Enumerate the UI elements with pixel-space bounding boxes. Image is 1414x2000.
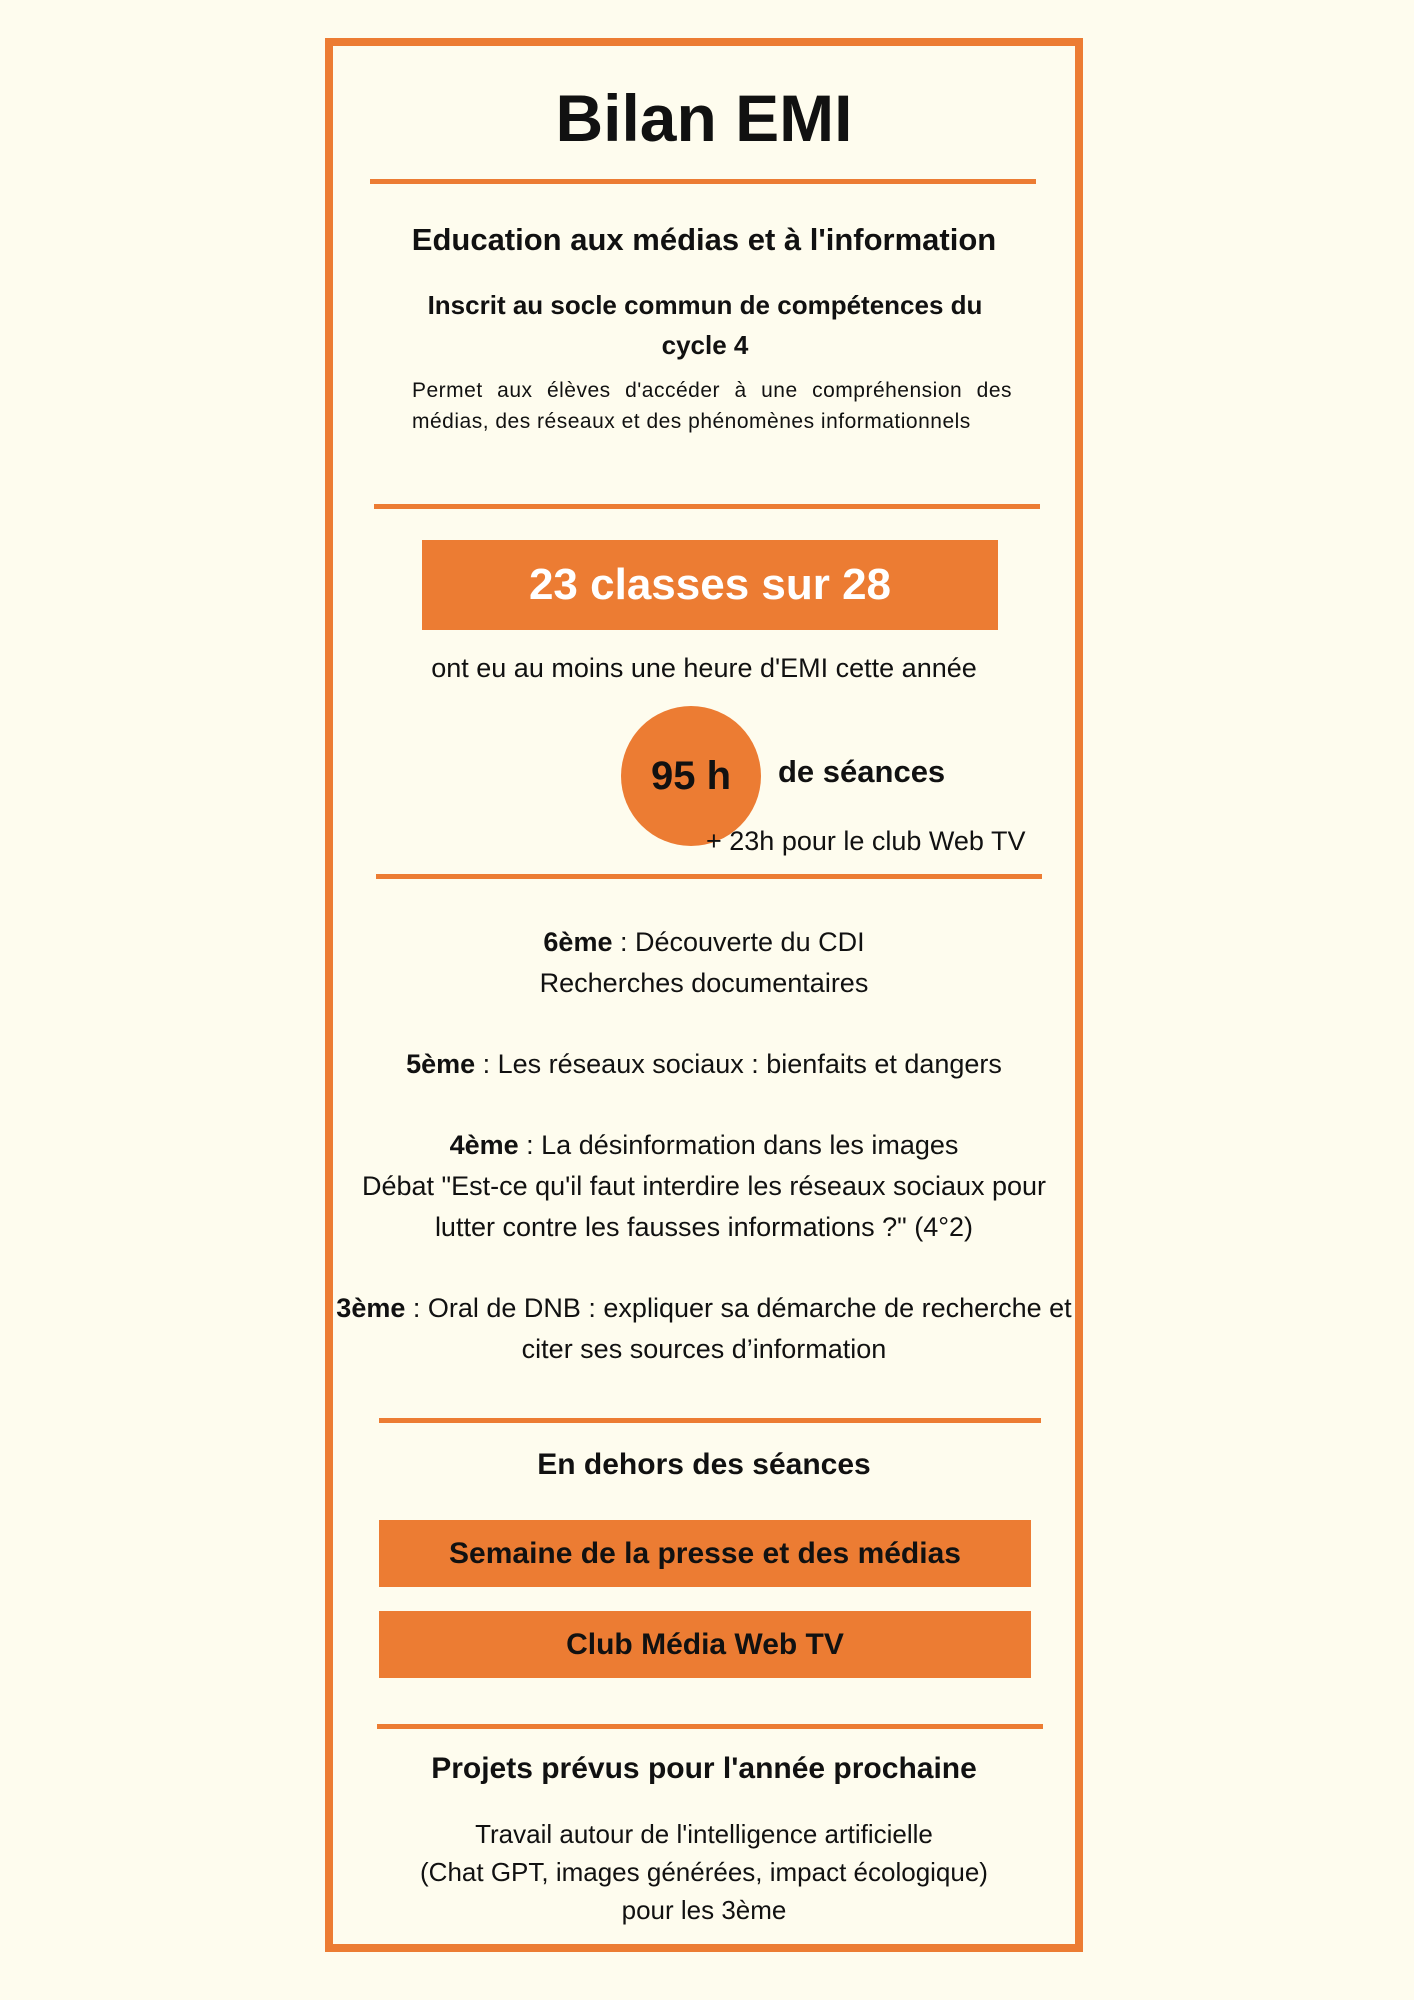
description: Permet aux élèves d'accéder à une compréhension des médias, des réseaux et des phénomènes informationnels (412, 379, 1012, 433)
hours-circle: 95 h (621, 706, 761, 846)
classes-banner: 23 classes sur 28 (422, 540, 998, 630)
projects-title: Projets prévus pour l'année prochaine (431, 1752, 977, 1785)
topics-list (330, 922, 1078, 1410)
divider (377, 1724, 1043, 1729)
divider (379, 1418, 1041, 1423)
topic-5eme: 5ème : Les réseaux sociaux : bienfaits et dangers (406, 1049, 1002, 1079)
divider (370, 179, 1036, 184)
hours-label: de séances (778, 754, 946, 789)
outside-title: En dehors des séances (537, 1448, 871, 1481)
divider (374, 504, 1040, 509)
topic-6eme: 6ème : Découverte du CDI Recherches documentaires (539, 927, 869, 998)
classes-caption: ont eu au moins une heure d'EMI cette année (431, 653, 977, 683)
topic-3eme: 3ème : Oral de DNB : expliquer sa démarche de recherche et citer ses sources d’information (336, 1293, 1072, 1364)
socle-text: Inscrit au socle commun de compétences du cycle 4 (427, 290, 983, 360)
topic-4eme: 4ème : La désinformation dans les images Débat "Est-ce qu'il faut interdire les réseaux sociaux pour lutter contre les fausses informations ?" (4°2) (361, 1130, 1047, 1242)
press-week-banner: Semaine de la presse et des médias (379, 1520, 1031, 1587)
page-title: Bilan EMI (555, 81, 853, 155)
divider (376, 874, 1042, 879)
club-hours: + 23h pour le club Web TV (706, 826, 1026, 856)
projects-text: Travail autour de l'intelligence artificielle (Chat GPT, images générées, impact écologique) pour les 3ème (420, 1819, 988, 1925)
subtitle: Education aux médias et à l'information (411, 222, 997, 257)
club-webtv-banner: Club Média Web TV (379, 1611, 1031, 1678)
